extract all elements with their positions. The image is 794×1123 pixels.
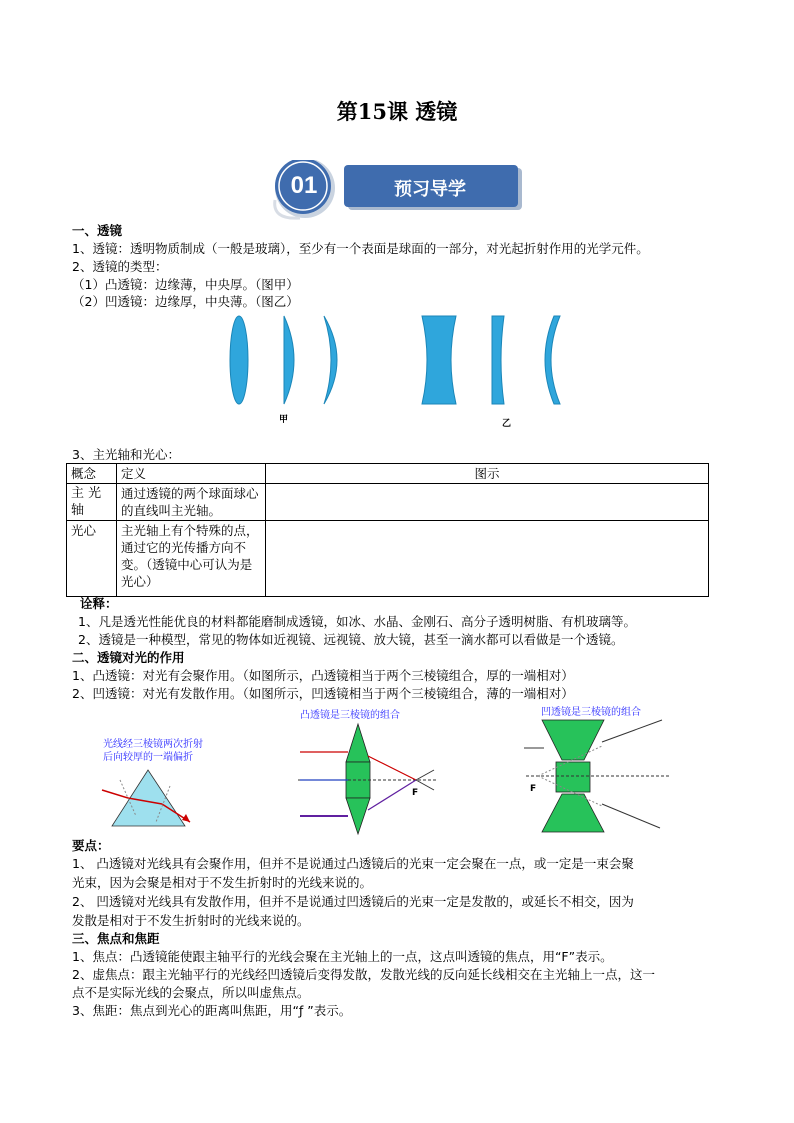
text-line: 1、透镜：透明物质制成（一般是玻璃），至少有一个表面是球面的一部分，对光起折射作用的光学元件。 [72, 241, 649, 256]
table-header: 概念 [67, 464, 117, 484]
table-cell-figure [266, 521, 709, 597]
key-heading: 要点： [72, 838, 110, 853]
table-row [67, 521, 709, 597]
note-heading: 诠释： [80, 596, 118, 611]
table-cell-concept: 主 光 轴 [67, 484, 117, 521]
section-badge [270, 160, 530, 224]
text-line: 3、焦距：焦点到光心的距离叫焦距，用“ƒ ”表示。 [72, 1003, 352, 1018]
badge-label: 预习导学 [394, 179, 466, 200]
lens-types-figure [220, 310, 580, 410]
section-heading-focus: 三、焦点和焦距 [72, 931, 160, 946]
table-header: 定义 [117, 464, 266, 484]
text-line: 点不是实际光线的会聚点，所以叫虚焦点。 [72, 985, 310, 1000]
concave-prism-figure [522, 716, 672, 836]
text-line: 1、凸透镜：对光有会聚作用。（如图所示，凸透镜相当于两个三棱镜组合，厚的一端相对） [72, 668, 574, 683]
table-cell-definition: 通过透镜的两个球面球心的直线叫主光轴。 [117, 484, 266, 521]
badge-number: 01 [290, 172, 318, 199]
text-line: （1）凸透镜：边缘薄，中央厚。（图甲） [72, 277, 299, 292]
text-line: 发散是相对于不发生折射时的光线来说的。 [72, 913, 310, 928]
text-line: 1、 凸透镜对光线具有会聚作用，但并不是说通过凸透镜后的光束一定会聚在一点，或一定是一束会聚 [72, 856, 634, 871]
text-line: 2、 凹透镜对光线具有发散作用，但并不是说通过凹透镜后的光束一定是发散的，或延长不相交，因为 [72, 894, 634, 909]
text-line: （2）凹透镜：边缘厚，中央薄。（图乙） [72, 294, 299, 309]
table-cell-concept: 光心 [67, 521, 117, 597]
concave-caption: 凹透镜是三棱镜的组合 [541, 707, 641, 718]
text-line: 2、虚焦点：跟主光轴平行的光线经凹透镜后变得发散，发散光线的反向延长线相交在主光轴上一点，这一 [72, 967, 655, 982]
text-line: 2、透镜的类型： [72, 259, 168, 274]
text-line: 2、凹透镜：对光有发散作用。（如图所示，凹透镜相当于两个三棱镜组合，薄的一端相对） [72, 686, 574, 701]
page-title: 第15课 透镜 [336, 99, 458, 124]
section-heading-light-effect: 二、透镜对光的作用 [72, 650, 185, 665]
figure-label-b: 乙 [502, 419, 512, 429]
virtual-focus-label: F [530, 784, 537, 794]
text-line: 1、凡是透光性能优良的材料都能磨制成透镜，如冰、水晶、金刚石、高分子透明树脂、有机玻璃等。 [78, 614, 636, 629]
prism-figure [100, 760, 200, 830]
prism-caption-line: 光线经三棱镜两次折射 [103, 739, 203, 750]
table-header: 图示 [266, 464, 709, 484]
concept-table [66, 463, 709, 597]
table-header-row [67, 464, 709, 484]
convex-prism-figure [298, 720, 438, 838]
table-row [67, 484, 709, 521]
focus-label: F [412, 788, 419, 798]
prism-caption-line: 后向较厚的一端偏折 [103, 752, 193, 763]
text-line: 2、透镜是一种模型，常见的物体如近视镜、远视镜、放大镜，甚至一滴水都可以看做是一个透镜。 [78, 632, 624, 647]
text-line: 光束，因为会聚是相对于不发生折射时的光线来说的。 [72, 875, 373, 890]
table-cell-definition: 主光轴上有个特殊的点，通过它的光传播方向不变。（透镜中心可认为是光心） [117, 521, 266, 597]
section-heading-lens: 一、透镜 [72, 223, 123, 238]
table-cell-figure [266, 484, 709, 521]
figure-label-a: 甲 [279, 415, 289, 425]
text-line: 1、焦点：凸透镜能使跟主轴平行的光线会聚在主光轴上的一点，这点叫透镜的焦点，用“F”表示。 [72, 949, 613, 964]
convex-caption: 凸透镜是三棱镜的组合 [300, 710, 400, 721]
text-line: 3、主光轴和光心： [72, 447, 180, 462]
